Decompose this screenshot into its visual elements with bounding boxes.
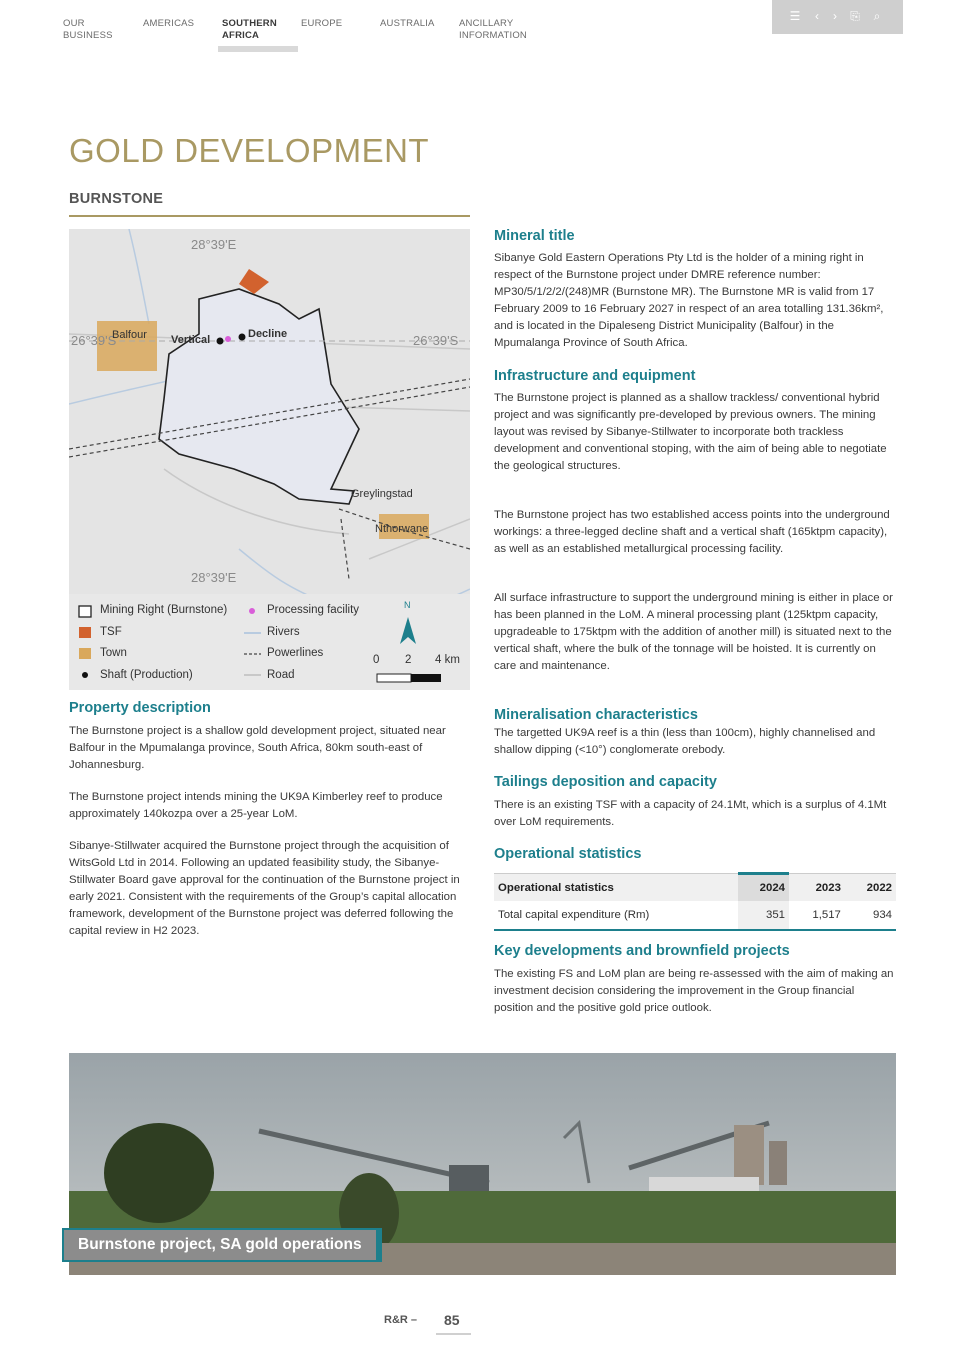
- location-map: [69, 229, 470, 690]
- legend-powerlines: Powerlines: [267, 647, 324, 659]
- legend-mining-right-swatch: [79, 606, 91, 617]
- mineral-title-heading: Mineral title: [494, 228, 575, 244]
- search-icon[interactable]: ⌕: [873, 9, 881, 23]
- mineral-title-paragraph: Sibanye Gold Eastern Operations Pty Ltd is the holder of a mining right in respect of the Burnstone project under DMRE reference number: MP30/5/1/2/2/(248)MR (Burnstone MR). The Burnstone MR is valid from 17 February 2009 to 16 February 2027 in respect of an area totalling 131.36km², and is located in the Dipaleseng District Municipality (Balfour) in the Mpumalanga Province of South Africa.: [494, 252, 884, 349]
- next-page-icon[interactable]: ›: [833, 9, 837, 23]
- tailings-paragraph: There is an existing TSF with a capacity of 24.1Mt, which is a surplus of 4.1Mt over LoM requirements.: [494, 799, 887, 828]
- map-label-balfour: Balfour: [112, 329, 147, 341]
- processing-facility-marker: [225, 336, 231, 342]
- legend-shaft-swatch: [82, 672, 88, 678]
- nav-label-line1: ANCILLARY: [459, 18, 514, 29]
- powerline: [341, 519, 349, 579]
- nav-label-line2: AFRICA: [222, 30, 260, 41]
- operational-statistics-table: [494, 872, 896, 931]
- decline-shaft-marker: [239, 334, 246, 341]
- scale-bar-segment: [377, 674, 411, 682]
- map-label-greylingstad: Greylingstad: [351, 488, 413, 500]
- map-coord-bottom: 28°39'E: [191, 570, 237, 585]
- table-header-cell: 2024: [738, 874, 789, 902]
- tree: [104, 1123, 214, 1223]
- footer-divider: [436, 1333, 471, 1335]
- table-header-cell: 2023: [789, 874, 845, 902]
- subtitle-divider: [69, 215, 470, 217]
- scale-label-2: 2: [405, 654, 412, 666]
- plant-structure: [449, 1165, 489, 1191]
- nav-australia[interactable]: [380, 18, 435, 30]
- toolbar: [772, 0, 903, 34]
- legend-town-swatch: [79, 648, 91, 659]
- north-label: N: [404, 600, 411, 610]
- back-icon[interactable]: ⎘: [850, 9, 860, 23]
- footer-label: R&R –: [384, 1314, 418, 1326]
- nav-ancillary-information[interactable]: [459, 18, 527, 42]
- nav-label-line1: SOUTHERN: [222, 18, 277, 29]
- active-tab-indicator: [218, 46, 298, 52]
- table-header-cell: 2022: [845, 874, 896, 902]
- river-line: [129, 229, 149, 324]
- map-coord-top: 28°39'E: [191, 237, 237, 252]
- table-cell: 1,517: [789, 901, 845, 930]
- key-developments-paragraph: The existing FS and LoM plan are being re-assessed with the aim of making an investment decision considering the improvement in the Group financial position and the positive gold price outlook.: [494, 968, 894, 1014]
- mineralisation-heading: Mineralisation characteristics: [494, 707, 698, 723]
- previous-page-icon[interactable]: ‹: [815, 9, 819, 23]
- legend-shaft: Shaft (Production): [100, 669, 193, 681]
- nav-label-line2: AUSTRALIA: [380, 18, 435, 29]
- property-paragraph-2: The Burnstone project intends mining the UK9A Kimberley reef to produce approximately 140kozpa over a 25-year LoM.: [69, 791, 443, 820]
- nav-label-line1: OUR: [63, 18, 85, 29]
- map-graphic: [69, 229, 470, 690]
- table-cell: Total capital expenditure (Rm): [494, 901, 738, 930]
- photo-caption: Burnstone project, SA gold operations: [62, 1228, 382, 1262]
- property-paragraph-1: The Burnstone project is a shallow gold development project, situated near Balfour in the Mpumalanga province, South Africa, 80km south-east of Johannesburg.: [69, 725, 446, 771]
- map-label-vertical: Vertical: [171, 334, 211, 346]
- infrastructure-heading: Infrastructure and equipment: [494, 368, 696, 384]
- silo: [769, 1141, 787, 1185]
- table-header-cell: Operational statistics: [494, 874, 738, 902]
- map-label-nthorwane: Nthorwane: [375, 523, 429, 535]
- nav-europe[interactable]: [301, 18, 342, 30]
- plant-building: [649, 1177, 759, 1191]
- page-title: GOLD DEVELOPMENT: [69, 132, 430, 169]
- nav-label-line2: BUSINESS: [63, 30, 113, 41]
- nav-southern-africa[interactable]: [222, 18, 277, 42]
- property-description-heading: Property description: [69, 700, 211, 716]
- legend-processing: Processing facility: [267, 604, 360, 616]
- legend-rivers: Rivers: [267, 626, 300, 638]
- infrastructure-paragraph-3: All surface infrastructure to support the underground mining is either in place or has been planned in the LoM. A mineral processing plant (125ktpm capacity, upgradeable to 175ktpm with the addition of another mill) is situated next to the vertical shaft, where the bulk of the tonnage will be hoisted. It is currently on care and maintenance.: [494, 592, 893, 672]
- map-coord-left: 26°39'S: [71, 333, 117, 348]
- table-cell: 934: [845, 901, 896, 930]
- key-developments-heading: Key developments and brownfield projects: [494, 943, 790, 959]
- nav-our-business[interactable]: [63, 18, 113, 42]
- menu-icon[interactable]: ☰: [789, 9, 801, 23]
- nav-label-line2: AMERICAS: [143, 18, 195, 29]
- legend-mining-right: Mining Right (Burnstone): [100, 604, 228, 616]
- infrastructure-paragraph-2: The Burnstone project has two established access points into the underground workings: a three-legged decline shaft and a vertical shaft (165ktpm capacity), as well as an established metallurgical processing facility.: [494, 509, 890, 555]
- page-number: 85: [444, 1312, 460, 1328]
- silo: [734, 1125, 764, 1185]
- tailings-heading: Tailings deposition and capacity: [494, 774, 717, 790]
- map-label-decline: Decline: [248, 328, 288, 340]
- nav-americas[interactable]: [143, 18, 194, 30]
- table-cell: 351: [738, 901, 789, 930]
- legend-town: Town: [100, 647, 127, 659]
- operational-statistics-heading: Operational statistics: [494, 846, 642, 862]
- map-coord-right: 26°39'S: [413, 333, 459, 348]
- mining-right-boundary: [159, 289, 359, 504]
- legend-tsf-swatch: [79, 627, 91, 638]
- scale-bar-segment: [411, 674, 441, 682]
- table-header-row: [494, 874, 896, 902]
- mineralisation-paragraph: The targetted UK9A reef is a thin (less than 100cm), highly channelised and shallow dipping (<10°) conglomerate orebody.: [494, 727, 876, 756]
- page-subtitle: BURNSTONE: [69, 191, 164, 207]
- legend-processing-swatch: [249, 608, 255, 614]
- property-paragraph-3: Sibanye-Stillwater acquired the Burnstone project through the acquisition of WitsGold Ltd in 2014. Following an updated feasibility study, the Sibanye-Stillwater Board gave approval for the continuation of the Burnstone project in early 2021. Consistent with the requirements of the Group’s capital allocation framework, development of the Burnstone project was deferred following the capital review in H2 2023.: [69, 840, 460, 937]
- vertical-shaft-marker: [217, 338, 224, 345]
- scale-label-0: 0: [373, 654, 380, 666]
- scale-label-4km: 4 km: [435, 654, 460, 666]
- legend-tsf: TSF: [100, 626, 122, 638]
- nav-label-line2: INFORMATION: [459, 30, 527, 41]
- nav-label-line2: EUROPE: [301, 18, 343, 29]
- infrastructure-paragraph-1: The Burnstone project is planned as a shallow trackless/ conventional hybrid project and was significantly pre-developed by previous owners. The mining layout was revised by Sibanye-Stillwater to incorporate both trackless development and conventional stoping, with the aim of being able to negotiate the geological structures.: [494, 392, 887, 472]
- legend-road: Road: [267, 669, 295, 681]
- table-row: [494, 901, 896, 930]
